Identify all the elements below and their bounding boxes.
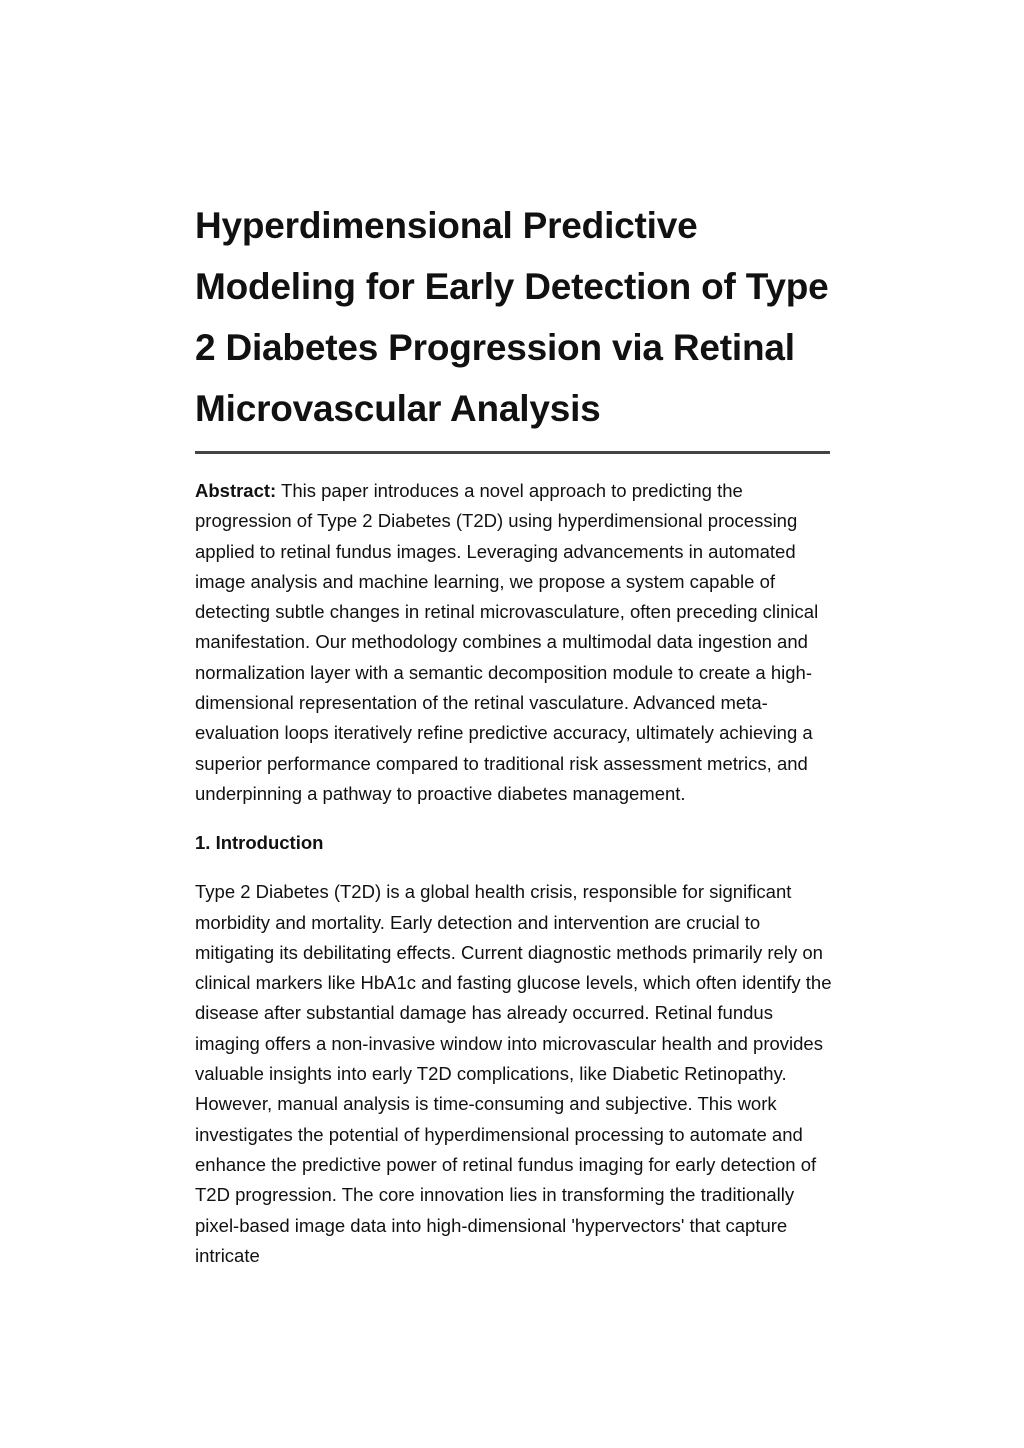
abstract-text: This paper introduces a novel approach to predicting the progression of Type 2 Diabetes (T2D) using hyperdimensional processing applied to retinal fundus images. Leveraging advancements in automated image analysis and machine learning, we propose a system capable of detecting subtle changes in retinal microvasculature, often preceding clinical manifestation. Our methodology combines a multimodal data ingestion and normalization layer with a semantic decomposition module to create a high-dimensional representation of the retinal vasculature. Advanced meta-evaluation loops iteratively refine predictive accuracy, ultimately achieving a superior performance compared to traditional risk assessment metrics, and underpinning a pathway to proactive diabetes management. bbox=[195, 480, 819, 804]
paper-title: Hyperdimensional Predictive Modeling for Early Detection of Type 2 Diabetes Progression via Retinal Microvascular Analysis bbox=[195, 205, 829, 429]
introduction-text: Type 2 Diabetes (T2D) is a global health crisis, responsible for significant morbidity and mortality. Early detection and intervention are crucial to mitigating its debilitating effects. Current diagnostic methods primarily rely on clinical markers like HbA1c and fasting glucose levels, which often identify the disease after substantial damage has already occurred. Retinal fundus imaging offers a non-invasive window into microvascular health and provides valuable insights into early T2D complications, like Diabetic Retinopathy. However, manual analysis is time-consuming and subjective. This work investigates the potential of hyperdimensional processing to automate and enhance the predictive power of retinal fundus imaging for early detection of T2D progression. The core innovation lies in transforming the traditionally pixel-based image data into high-dimensional 'hypervectors' that capture intricate bbox=[195, 881, 832, 1266]
abstract-label: Abstract: bbox=[195, 480, 277, 501]
section-heading-introduction: 1. Introduction bbox=[195, 832, 324, 854]
abstract bbox=[195, 476, 835, 809]
title-divider bbox=[195, 451, 830, 454]
